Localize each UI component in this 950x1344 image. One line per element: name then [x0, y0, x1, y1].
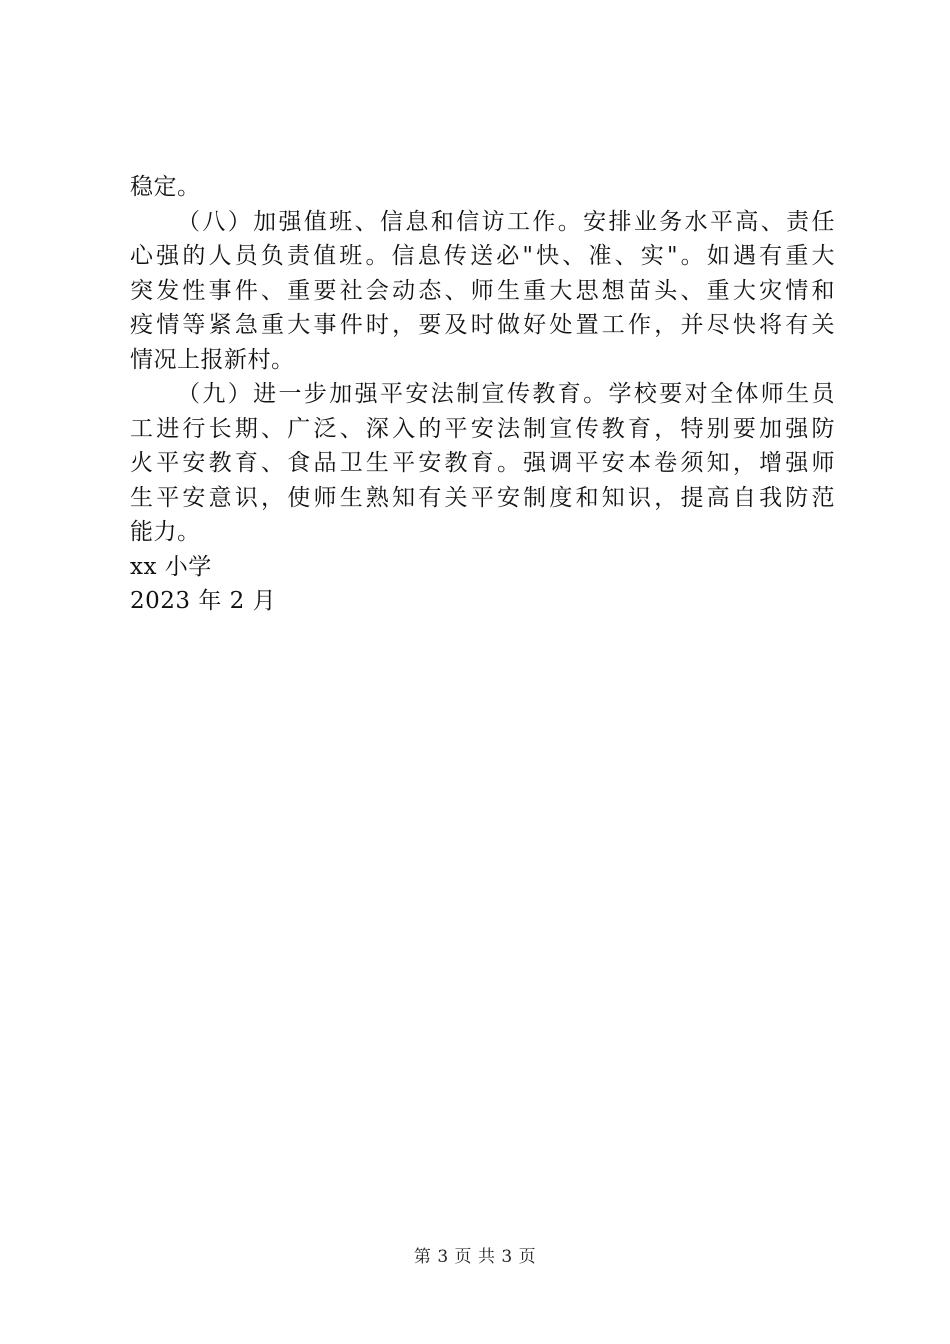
document-body: [130, 170, 835, 619]
text-line: 能力。: [130, 519, 201, 545]
text-line: （八）加强值班、信息和信访工作。安排业务水平高、责任: [177, 208, 835, 235]
text-line: 生平安意识，使师生熟知有关平安制度和知识，提高自我防范: [130, 484, 835, 511]
text-line: 火平安教育、食品卫生平安教育。强调平安本卷须知，增强师: [130, 450, 835, 476]
paragraph-continuation: [130, 170, 835, 205]
paragraph-eight: [130, 205, 835, 378]
text-line: （九）进一步加强平安法制宣传教育。学校要对全体师生员: [177, 381, 835, 407]
text-line: 工进行长期、广泛、深入的平安法制宣传教育，特别要加强防: [130, 415, 835, 442]
text-line: 稳定。: [130, 174, 201, 200]
text-line: 心强的人员负责值班。信息传送必"快、准、实"。如遇有重大: [130, 243, 835, 269]
signature-org: xx 小学: [130, 553, 212, 580]
text-line: 疫情等紧急重大事件时，要及时做好处置工作，并尽快将有关: [130, 312, 835, 338]
paragraph-nine: [130, 377, 835, 550]
text-line: 情况上报新村。: [130, 346, 295, 373]
text-line: 突发性事件、重要社会动态、师生重大思想苗头、重大灾情和: [130, 277, 835, 304]
signature-date: 2023 年 2 月: [130, 588, 277, 614]
page-number-footer: 第 3 页 共 3 页: [413, 1247, 537, 1267]
